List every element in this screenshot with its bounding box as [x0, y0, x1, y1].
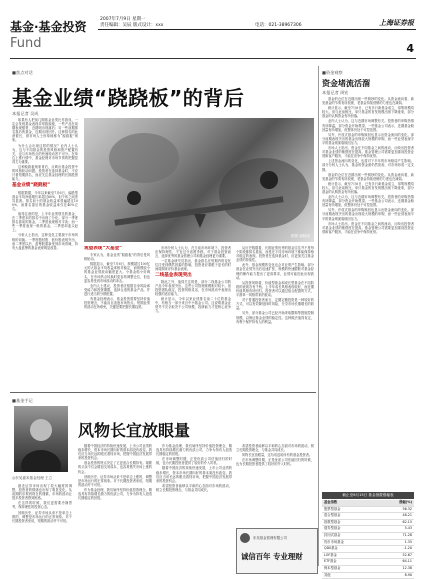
table-cell-value: 8.90 — [404, 572, 412, 577]
table-cell-name: 货币市场基金 — [324, 539, 344, 544]
paragraph: 根据数据，今年以来截至7月6日，偏股型基金平均净值增长率超过60%，但个体之间差异显著。排名前十的基金收益率普遍超过100%，而排名靠后的基金收益率仅在40%左右。 — [12, 190, 78, 211]
second-byline: ◎东吴嘉禾基金经理 王立 — [12, 476, 53, 480]
paragraph: 专家认为，基金业绩“跷跷板”的背后是风格轮动。 — [84, 253, 150, 262]
lead-col4 — [236, 246, 314, 386]
subheading: 观望表现“大基金” — [84, 246, 123, 251]
paragraph: 基金的仓位在近期出现一些微妙的变化。从资金流向看，新发基金的节奏有所放缓，老基金持续营销的力度也在减弱。 — [322, 97, 414, 106]
second-col3 — [156, 444, 232, 572]
table-cell-name: 保本型基金 — [324, 565, 341, 570]
paragraph: 从投资风格看，价值型基金和成长型基金在不同阶段的表现各有千秋。上半年成长风格表现较好，而近期价值风格有所回归。投资者可以通过组合配置的方式，平滑单一风格带来的波动。 — [236, 280, 314, 298]
paragraph: 除此之外，值得关注的是，部分二线基金公司的产品今年表现突出。这些公司管理规模相对较小，但投资团队稳定，投资风格灵活，在市场波动中表现出较强的适应能力。 — [155, 279, 231, 296]
ad-company: 东吴基金管理有限公司 — [253, 536, 287, 540]
paragraph: 业内人士建议，投资者应根据自身风险承受能力和投资期限，选择合适的基金产品，并进行适当的分散配置。 — [84, 283, 150, 296]
column-divider — [318, 66, 319, 566]
second-col1 — [12, 484, 72, 572]
table-row — [322, 573, 414, 579]
paragraph: 作为基金经理，我们始终坚持价值投资理念，精选具有持续增长潜力的优质公司，力争为持有人创造长期稳定的回报。 — [156, 444, 232, 457]
table-header-row — [322, 500, 414, 507]
lead-kicker: ■焦点对话 — [12, 70, 33, 75]
paragraph: 回顾历史，证券市场从来不是单边上涨的，调整是市场运行的正常现象。对于长期投资者来说，短期的波动并不可怕。 — [12, 510, 72, 523]
lead-col1 — [12, 118, 78, 386]
table-cell-value: 71.28 — [402, 532, 412, 537]
table-row — [322, 566, 414, 573]
table-cell-value: 涨幅(%) — [399, 500, 412, 504]
editor-line: 责任编辑：吴辰 版式设计：xxx — [100, 23, 164, 28]
paragraph: 在这样的时候，我们更需要冷静思考，保持理性的投资心态。 — [12, 501, 72, 510]
paragraph: 另外，部分基金公司已经开始采取限购等措施控制规模，以保证基金业绩的稳定性。这种做法值得肯定，有利于保护持有人的利益。 — [236, 311, 314, 324]
author-portrait — [14, 406, 68, 472]
table-cell-name: 股票型基金 — [324, 506, 341, 511]
paragraph: 在市场调整时期，正是优质公司估值回归的时候，也为长期投资者提供了较好的介入时机。 — [156, 457, 232, 466]
section-divider — [10, 392, 316, 393]
contact-line: 电话：021-38967306 — [255, 23, 302, 28]
fund-index-table — [322, 500, 414, 579]
table-cell-name: 混合型基金 — [324, 513, 341, 518]
table-cell-name: 封闭式基金 — [324, 532, 341, 537]
sidebar-body — [322, 97, 414, 489]
table-cell-value: 12.38 — [402, 565, 412, 570]
lead-col2 — [84, 246, 150, 386]
advertisement — [236, 528, 318, 574]
table-cell-name: QDII基金 — [324, 546, 338, 551]
second-kicker: ■基金手记 — [12, 398, 33, 403]
table-cell-value: 1.35 — [404, 539, 412, 544]
lead-title: 基金业绩“跷跷板”的背后 — [12, 86, 245, 110]
table-row — [322, 513, 414, 520]
second-title: 风物长宜放眼量 — [78, 421, 191, 440]
paragraph: 分析人士指出，这种变化主要源于市场风格的切换。一季度题材股、低价股表现突出，而二季度以后，蓝筹股重新受到市场青睐，持有大盘蓝筹的基金表现明显改善。 — [12, 233, 78, 250]
date-line: 2007年7月9日 星期一 — [100, 17, 146, 22]
table-row — [322, 526, 414, 533]
second-col2 — [78, 444, 152, 572]
table-cell-value: 62.15 — [402, 519, 412, 524]
paragraph: 业内人士认为，这与近期市场调整有关。投资者的申购热情有所降温，部分资金开始观望。一些基金公司表示，近期基金赎回量有所增加，但整体仍处于可控范围。 — [322, 119, 414, 132]
paragraph: 统计显示，今年以来业绩排名前二十位的基金中，有相当一部分来自中小基金公司。这说明基金业绩并不完全取决于公司规模，投研能力才是核心竞争力。 — [155, 297, 231, 314]
paragraph: 业内人士认为，这与近期市场调整有关。投资者的申购热情有所降温，部分资金开始观望。一些基金公司表示，近期基金赎回量有所增加，但整体仍处于可控范围。 — [322, 195, 414, 208]
lead-col3 — [155, 246, 231, 386]
table-cell-name: LOF基金 — [324, 552, 337, 557]
paragraph: 如果有人把前几期基金业绩比作游戏，一定会发现基金表现非常跷跷板，一些产品在前期表现强势，近期则出现落后；另一些前期排名靠后的基金，近期出现回升。这种排名的此消彼长，被市场人士形象地称为“跷跷板”现象。 — [12, 118, 78, 143]
table-cell-value: -1.20 — [403, 546, 412, 551]
ad-slogan: 诚信百年 专业理财 — [241, 552, 303, 561]
paragraph: 风物长宜放眼量，这句话送给所有的基金投资者。 — [242, 453, 313, 458]
lead-byline: 本报记者 吴成 — [12, 111, 39, 116]
paragraph: 市场人士指出，资金在不同基金之间的流动，反映出投资者对基金业绩的敏感度在提高。基金管理公司需要更加重视投资业绩和客户服务，才能在竞争中保持优势。 — [322, 146, 414, 159]
paragraph: 此外，基金规模的变化也会对业绩产生影响。部分基金在业绩突出后迅速扩张，规模的快速膨胀对基金经理的操作能力提出了更高要求，业绩可能因此出现波动。 — [236, 263, 314, 280]
table-row — [322, 546, 414, 553]
subheading: 二线基金表现突出 — [155, 272, 192, 278]
header-divider — [10, 58, 416, 59]
paragraph: 有基金经理表示，基金投资需要坚持价值投资理念，不能盲目追逐市场热点。短期业绩的波动在所难免，关键是要把握长期趋势。 — [84, 297, 150, 310]
paragraph: 从历史数据看，长期业绩优秀的基金往往并不是每个阶段都排名靠前，而是在不同市场环境下都能保持相对稳定的表现。投资者在选择基金时，应更加关注基金业绩的持续性。 — [236, 246, 314, 263]
table-cell-value: 56.32 — [402, 506, 412, 511]
page-number: 4 — [406, 42, 414, 55]
paragraph: 对于普通投资者而言，定期定额投资是一种较好的方式，可以有效降低择时风险，分享市场长期增长的收益。 — [236, 298, 314, 311]
seesaw-illustration — [84, 118, 314, 242]
paragraph: 基金投资的特点决定了它更适合长期持有。频繁的买卖不仅会增加交易成本，也容易错失市场上涨的机会。 — [78, 461, 152, 474]
table-cell-value: 5.43 — [404, 526, 412, 531]
table-row — [322, 559, 414, 566]
section-subtitle: Fund — [10, 36, 42, 51]
paragraph: 希望投资者能够以平和的心态面对市场的波动，树立长期投资理念，与基金共同成长。 — [156, 483, 232, 492]
table-cell-value: 48.21 — [402, 513, 412, 518]
subheading: 基金业绩“跷跷板” — [12, 183, 51, 189]
fund-index-table-title: 截止至6月15日 基金指数涨幅表 — [322, 492, 414, 499]
paragraph: 最近证券市场出现了较大幅度的调整，投资者的情绪也出现了明显变化。从前期的乐观到现在的谨慎，市场的波动让很多投资者感到困惑。 — [12, 484, 72, 501]
paragraph: 统计显示，截至7月6日，已有多只新基金成立，募集规模均较大。但与此前相比，单只基金的首发规模出现下降迹象，部分基金的认购资金有所回落。 — [322, 181, 414, 194]
table-cell-name: 债券型基金 — [324, 526, 341, 531]
table-cell-name: 指数型基金 — [324, 519, 341, 524]
table-cell-value: 64.11 — [402, 559, 412, 564]
second-col4 — [236, 444, 314, 524]
sidebar-kicker: ■资金观察 — [322, 70, 343, 75]
table-row — [322, 533, 414, 540]
header-rule — [98, 29, 416, 30]
table-cell-name: 基金指数 — [324, 500, 338, 504]
sidebar-title: 资金堵流活溜 — [322, 79, 370, 88]
paragraph: 回顾历史，证券市场从来不是单边上涨的，调整是市场运行的正常现象。对于长期投资者来说，短期的波动并不可怕。 — [78, 474, 152, 487]
paragraph: 基金的仓位在近期出现一些微妙的变化。从资金流向看，新发基金的节奏有所放缓，老基金持续营销的力度也在减弱。 — [322, 172, 414, 181]
table-cell-name: ETF基金 — [324, 559, 337, 564]
paragraph: 为什么会出现这样的情况？业内人士认为，这与不同基金的投资风格和资产配置有关，也与市场热点的快速轮动密不可分。在单边上涨行情中，基金经理对市场节奏的把握显得尤为重要。 — [12, 143, 78, 164]
paragraph: 在市场调整时期，正是优质公司估值回归的时候，也为长期投资者提供了较好的介入时机。 — [236, 458, 314, 467]
paragraph: 随着中国经济的持续快速发展，上市公司业绩的稳步增长，资本市场长期向好的基本面没有改变。我们应当用长远的眼光看待市场，把握中国经济发展带来的投资机会。 — [156, 466, 232, 483]
paragraph: 另外，开放式基金的申购赎回也显示出资金流向的变化。部分前期表现突出的基金出现较大规模的申购，而一些业绩表现平平的基金则面临赎回压力。 — [322, 132, 414, 145]
paragraph: 市场分析人士认为，在当前市场环境下，投资者应保持理性，不宜过分追涨杀跌。对于基金投资而言，选择优秀的基金管理公司和基金经理更为重要。 — [155, 246, 231, 259]
paragraph: 上述资金流向的变化，也将对下半年的市场格局产生影响。部分分析人士认为，基金的资金面仍然宽裕，对市场形成一定支撑。 — [322, 159, 414, 172]
paragraph: 另外，开放式基金的申购赎回也显示出资金流向的变化。部分前期表现突出的基金出现较大规模的申购，而一些业绩表现平平的基金则面临赎回压力。 — [322, 208, 414, 221]
page-header — [10, 12, 416, 56]
paragraph: 希望投资者能够以平和的心态面对市场的波动，树立长期投资理念，与基金共同成长。 — [236, 444, 314, 453]
paragraph: 数据显示，截至7月6日，规模超过100亿元的大基金平均收益率相对稳定，而规模较小的基金业绩波动幅度更大。小基金船小好调头，在市场热点转换时更容易调整仓位，但也更容易受到市场波动的冲击。 — [84, 262, 150, 283]
table-cell-value: 52.67 — [402, 552, 412, 557]
paragraph: 值得注意的是，上半年业绩领先的基金，在二季度末的排名中出现了分化。部分一季度排名靠前的基金，二季度表现相对平淡；而一些一季度表现一般的基金，二季度却迎头赶上。 — [12, 211, 78, 233]
paragraph: 这种跷跷板现象背后，反映出基金投资中的风格轮动问题。投资者在选择基金时，不应只看短期排名，而应关注基金经理的长期投资能力。 — [12, 165, 78, 182]
paragraph: 一位基金研究员指出，基金排名在短期内的变化往往受到偶然因素的影响，投资者应着眼于更长的时间周期来评价基金表现。 — [155, 259, 231, 272]
ad-logo-icon — [240, 533, 250, 543]
paragraph: 市场人士指出，资金在不同基金之间的流动，反映出投资者对基金业绩的敏感度在提高。基金管理公司需要更加重视投资业绩和客户服务，才能在竞争中保持优势。 — [322, 221, 414, 234]
paragraph: 统计显示，截至7月6日，已有多只新基金成立，募集规模均较大。但与此前相比，单只基金的首发规模出现下降迹象，部分基金的认购资金有所回落。 — [322, 106, 414, 119]
photo-caption: 制图 谢晓闻 — [290, 234, 310, 238]
section-title: 基金·基金投资 — [10, 20, 87, 34]
lead-photo — [84, 118, 314, 242]
table-cell-name: 其他 — [324, 572, 331, 577]
paragraph: 随着中国经济的持续快速发展，上市公司业绩的稳步增长，资本市场长期向好的基本面没有改变。我们应当用长远的眼光看待市场，把握中国经济发展带来的投资机会。 — [78, 444, 152, 461]
newspaper-logo: 上海证券报 — [379, 18, 414, 27]
paragraph: 作为基金经理，我们始终坚持价值投资理念，精选具有持续增长潜力的优质公司，力争为持有人创造长期稳定的回报。 — [78, 487, 152, 501]
sidebar-byline: 本报记者 周宏 — [322, 90, 349, 95]
